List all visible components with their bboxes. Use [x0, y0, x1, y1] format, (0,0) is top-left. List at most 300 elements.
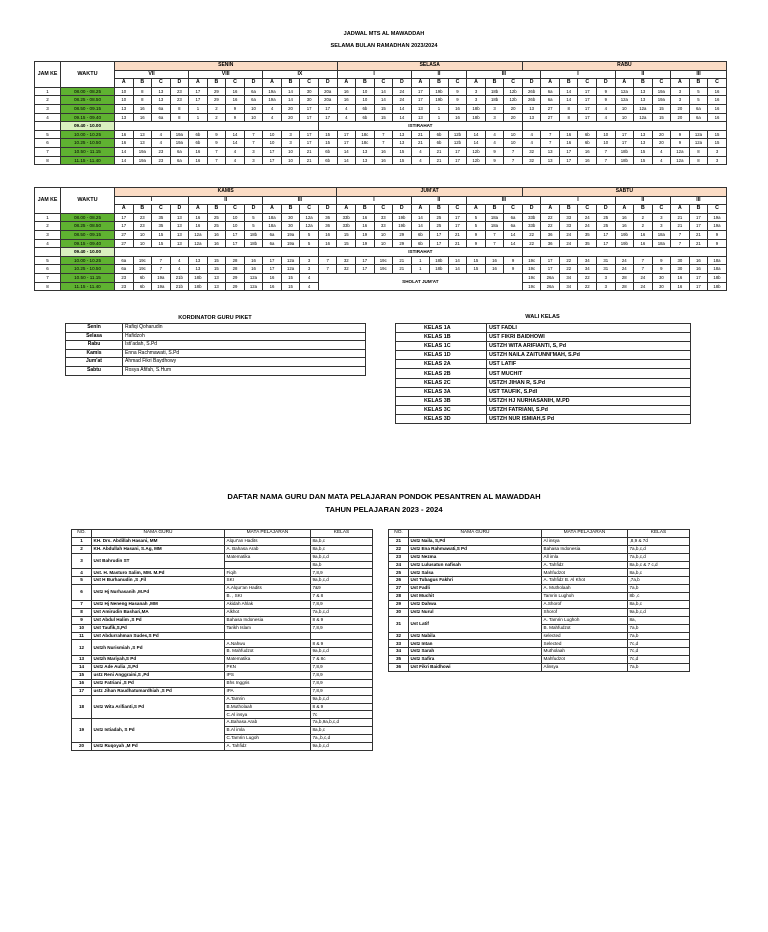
- time-cell: 10.25 - 10.50: [61, 265, 115, 274]
- schedule-cell: 13: [133, 139, 152, 148]
- class-group-header: II: [615, 70, 671, 79]
- wali-kelas: KELAS 3C: [396, 405, 487, 414]
- schedule-title: JADWAL MTS AL MAWADDAH: [343, 31, 425, 37]
- guru-mapel: A.Bahasa Arab: [225, 719, 311, 727]
- schedule-cell: 6a: [170, 156, 189, 165]
- schedule-cell: 16: [244, 265, 263, 274]
- schedule-cell: 17: [448, 156, 467, 165]
- guru-name: Ustzh Mariyah,S Pd: [92, 656, 225, 664]
- schedule-cell: 16: [263, 273, 282, 282]
- schedule-cell: 9: [485, 156, 504, 165]
- schedule-cell: 16: [374, 147, 393, 156]
- schedule-cell: 14: [411, 213, 430, 222]
- schedule-cell: 13: [634, 130, 653, 139]
- schedule-cell: 13: [170, 230, 189, 239]
- schedule-row: [35, 230, 727, 239]
- schedule-cell: 14: [467, 130, 486, 139]
- schedule-cell: 16: [578, 156, 597, 165]
- schedule-cell: 25: [597, 222, 616, 231]
- schedule-cell: 20: [281, 104, 300, 113]
- schedule-cell: 15: [634, 147, 653, 156]
- jam-ke-cell: [35, 122, 61, 131]
- schedule-cell: 4: [337, 113, 356, 122]
- guru-row: [72, 679, 373, 687]
- wali-row: [396, 324, 691, 333]
- guru-row: [72, 585, 373, 593]
- class-letter-header: A: [337, 205, 356, 214]
- schedule-row: [35, 239, 727, 248]
- schedule-cell: 3: [467, 87, 486, 96]
- schedule-cell: 3: [671, 87, 690, 96]
- schedule-cell: 12b: [467, 156, 486, 165]
- guru-row: [389, 561, 690, 569]
- schedule-cell: 9: [226, 113, 245, 122]
- guru-no: 5: [72, 577, 92, 585]
- schedule-cell: 16: [115, 139, 134, 148]
- schedule-cell: 7: [207, 156, 226, 165]
- schedule-cell: 7: [244, 130, 263, 139]
- guru-mapel: Akidah Ahlak: [225, 601, 311, 609]
- guru-kelas: 8a,b,c: [628, 601, 690, 609]
- schedule-cell: 17: [189, 87, 208, 96]
- schedule-cell: 18a: [263, 222, 282, 231]
- guru-kelas: 7&9: [311, 585, 373, 593]
- schedule-cell: 15: [374, 113, 393, 122]
- wali-name: UST LATIF: [487, 360, 691, 369]
- class-letter-header: B: [430, 205, 449, 214]
- class-letter-header: B: [689, 79, 708, 88]
- schedule-cell: 36: [318, 222, 337, 231]
- guru-row: [72, 687, 373, 695]
- schedule-cell: 24: [578, 213, 597, 222]
- schedule-cell: 25: [430, 222, 449, 231]
- schedule-cell: 18b: [708, 282, 727, 291]
- schedule-cell: 14: [226, 139, 245, 148]
- schedule-cell: 16: [708, 87, 727, 96]
- class-letter-header: A: [411, 79, 430, 88]
- schedule-cell: 6b: [318, 147, 337, 156]
- guru-name: Ust H Burhanudin ,S ,Fil: [92, 577, 225, 585]
- schedule-cell: 15: [467, 256, 486, 265]
- schedule-cell: 15: [708, 139, 727, 148]
- piket-name: Ahmad Fikri Baydhowy: [123, 358, 366, 367]
- class-letter-header: A: [671, 205, 690, 214]
- schedule-cell: 7: [597, 147, 616, 156]
- guru-row: [72, 569, 373, 577]
- class-letter-header: C: [708, 79, 727, 88]
- schedule-cell: 18a: [485, 222, 504, 231]
- class-letter-header: C: [152, 79, 171, 88]
- guru-kelas: 7 & 8: [311, 593, 373, 601]
- schedule-cell: 21: [689, 230, 708, 239]
- class-letter-header: D: [318, 79, 337, 88]
- schedule-cell: 17: [615, 130, 634, 139]
- guru-name: Ust Fikri Baidhowi: [409, 664, 542, 672]
- guru-row: [72, 616, 373, 624]
- guru-name: Ust Abdurrahman Sudes,S Pd: [92, 632, 225, 640]
- class-group-header: III: [263, 196, 337, 205]
- schedule-cell: 6a: [263, 239, 282, 248]
- schedule-cell: 20: [652, 130, 671, 139]
- schedule-cell: 18b: [615, 156, 634, 165]
- guru-no: 33: [389, 640, 409, 648]
- schedule-cell: 16: [374, 156, 393, 165]
- schedule-cell: 13: [522, 104, 541, 113]
- schedule-cell: 22: [541, 222, 560, 231]
- class-letter-header: B: [133, 205, 152, 214]
- guru-kelas: 8a,b,c: [311, 727, 373, 735]
- guru-kelas: 7a,b,c,d: [628, 553, 690, 561]
- schedule-cell: 4: [226, 147, 245, 156]
- jam-ke-header: JAM KE: [35, 188, 61, 214]
- guru-kelas: 8 & 9: [311, 640, 373, 648]
- schedule-cell: 17: [115, 222, 134, 231]
- guru-row: [72, 545, 373, 553]
- schedule-cell: 23: [115, 282, 134, 291]
- schedule-cell: 20: [652, 139, 671, 148]
- schedule-cell: 4: [226, 156, 245, 165]
- schedule-cell: 21: [671, 213, 690, 222]
- schedule-cell: 3: [597, 282, 616, 291]
- guru-name: Ustz Sarah: [409, 648, 542, 656]
- schedule-cell: 16: [226, 96, 245, 105]
- schedule-cell: 6b: [411, 239, 430, 248]
- schedule-cell: 9: [708, 239, 727, 248]
- schedule-cell: 16: [708, 113, 727, 122]
- schedule-cell: 17: [597, 239, 616, 248]
- time-cell: 08.00 - 08.25: [61, 213, 115, 222]
- guru-kelas: 7c,d: [628, 640, 690, 648]
- schedule-cell: 3: [671, 96, 690, 105]
- class-group-header: II: [189, 196, 263, 205]
- class-letter-header: A: [263, 79, 282, 88]
- time-cell: 08.50 - 09.15: [61, 104, 115, 113]
- schedule-cell: 4: [485, 130, 504, 139]
- schedule-cell: 19a: [263, 87, 282, 96]
- schedule-cell: 3: [244, 156, 263, 165]
- wali-kelas: KELAS 2B: [396, 369, 487, 378]
- schedule-cell: 10: [356, 96, 375, 105]
- time-cell: 08.25 - 08.50: [61, 96, 115, 105]
- schedule-cell: 4: [170, 265, 189, 274]
- class-group-header: III: [671, 196, 727, 205]
- jam-ke-cell: 7: [35, 147, 61, 156]
- schedule-cell: 10: [244, 104, 263, 113]
- guru-kelas: 7,8,9: [311, 687, 373, 695]
- schedule-cell: 6b: [189, 130, 208, 139]
- schedule-cell: 15: [281, 282, 300, 291]
- schedule-cell: 26a: [541, 282, 560, 291]
- schedule-cell: 7: [152, 265, 171, 274]
- guru-mapel: Matematika: [225, 656, 311, 664]
- schedule-cell: 19a: [152, 273, 171, 282]
- guru-row: [72, 601, 373, 609]
- class-letter-header: D: [393, 205, 412, 214]
- schedule-cell: 7: [374, 139, 393, 148]
- guru-kelas: 8a,b,c & 7 c,d: [628, 561, 690, 569]
- guru-no: 1: [72, 537, 92, 545]
- schedule-cell: 3: [300, 256, 319, 265]
- schedule-cell: 20: [671, 104, 690, 113]
- schedule-cell: 5: [467, 222, 486, 231]
- jam-ke-cell: 5: [35, 256, 61, 265]
- schedule-cell: 19a: [281, 239, 300, 248]
- schedule-cell: 13: [356, 156, 375, 165]
- guru-mapel: Bahasa Indonesia: [542, 545, 628, 553]
- schedule-cell: 21: [300, 156, 319, 165]
- class-letter-header: C: [374, 79, 393, 88]
- schedule-cell: 18a: [708, 265, 727, 274]
- class-group-header: I: [541, 70, 615, 79]
- schedule-cell: 16: [671, 273, 690, 282]
- schedule-cell: 13: [411, 113, 430, 122]
- schedule-cell: 13: [189, 265, 208, 274]
- class-letter-header: B: [281, 79, 300, 88]
- schedule-cell: 6a: [689, 113, 708, 122]
- class-letter-header: D: [597, 79, 616, 88]
- schedule-cell: 17: [189, 96, 208, 105]
- schedule-cell: 14: [504, 239, 523, 248]
- guru-no: 6: [72, 585, 92, 601]
- jam-ke-header: JAM KE: [35, 62, 61, 88]
- class-letter-header: C: [578, 79, 597, 88]
- guru-header-row: [389, 530, 690, 538]
- schedule-cell: 27: [115, 239, 134, 248]
- class-letter-header: A: [189, 205, 208, 214]
- wali-kelas: KELAS 2C: [396, 378, 487, 387]
- schedule-cell: 13: [393, 139, 412, 148]
- schedule-cell: 19c: [522, 282, 541, 291]
- guru-name: Ustz Istiadah, S Pd: [92, 719, 225, 743]
- class-letter-header: A: [615, 79, 634, 88]
- schedule-cell: 12a: [300, 213, 319, 222]
- schedule-cell: 32: [337, 256, 356, 265]
- schedule-cell: 6b: [578, 139, 597, 148]
- schedule-cell: 17: [263, 265, 282, 274]
- schedule-cell: 1: [411, 265, 430, 274]
- guru-no: 15: [72, 672, 92, 680]
- empty-cell: [522, 122, 726, 131]
- schedule-cell: 21: [393, 265, 412, 274]
- class-letter-header: D: [170, 79, 189, 88]
- guru-no: 36: [389, 664, 409, 672]
- time-cell: 08.00 - 08.25: [61, 87, 115, 96]
- schedule-cell: 10: [263, 130, 282, 139]
- schedule-cell: 17: [263, 156, 282, 165]
- no-header: NO.: [389, 530, 409, 538]
- schedule-cell: 17: [541, 256, 560, 265]
- schedule-cell: 13: [634, 96, 653, 105]
- schedule-cell: 7: [374, 130, 393, 139]
- schedule-cell: 14: [115, 147, 134, 156]
- guru-no: 21: [389, 537, 409, 545]
- class-letter-header: B: [689, 205, 708, 214]
- schedule-cell: 10: [226, 222, 245, 231]
- wali-name: USTZH NAILA ZAITUNNI'MAH, S.Pd: [487, 351, 691, 360]
- guru-mapel: C.Al insya: [225, 711, 311, 719]
- guru-mapel: B.Al imla: [225, 727, 311, 735]
- schedule-cell: 3: [708, 156, 727, 165]
- schedule-cell: 26a: [541, 273, 560, 282]
- guru-kelas: 7a,b: [628, 664, 690, 672]
- schedule-cell: 16: [115, 130, 134, 139]
- schedule-cell: 17: [578, 87, 597, 96]
- piket-name: Enna Rachmawati, S.Pd: [123, 349, 366, 358]
- schedule-cell: 10: [374, 239, 393, 248]
- schedule-cell: 13: [356, 147, 375, 156]
- schedule-cell: 18b: [189, 273, 208, 282]
- schedule-cell: 17: [355, 265, 374, 274]
- guru-kelas: 8a,b,c: [311, 537, 373, 545]
- schedule-cell: 4: [652, 147, 671, 156]
- piket-name: Isti'adah, S.Pd: [123, 341, 366, 350]
- schedule-cell: 19c: [374, 265, 393, 274]
- schedule-cell: 19a: [708, 222, 727, 231]
- guru-kelas: 7a,b: [628, 632, 690, 640]
- schedule-cell: 16: [337, 87, 356, 96]
- schedule-row: [35, 113, 727, 122]
- guru-mapel: Alinsya: [542, 664, 628, 672]
- jam-ke-cell: 8: [35, 156, 61, 165]
- class-letter-header: B: [559, 79, 578, 88]
- schedule-cell: 5: [467, 213, 486, 222]
- schedule-cell: 16: [318, 239, 337, 248]
- class-group-header: II: [411, 70, 467, 79]
- schedule-cell: 7: [504, 156, 523, 165]
- schedule-cell: 8: [133, 87, 152, 96]
- guru-kelas: 7a,b,9a,b,c,d: [311, 719, 373, 727]
- day-header: KAMIS: [115, 188, 337, 197]
- schedule-cell: 18b: [430, 265, 449, 274]
- schedule-cell: 14: [281, 87, 300, 96]
- guru-no: 31: [389, 616, 409, 632]
- schedule-cell: 7: [152, 256, 171, 265]
- schedule-cell: 19c: [522, 256, 541, 265]
- schedule-cell: 19b: [615, 239, 634, 248]
- class-letter-header: D: [244, 79, 263, 88]
- guru-name: Ustz Nabila: [409, 632, 542, 640]
- schedule-cell: 16: [207, 239, 226, 248]
- schedule-cell: 3: [281, 139, 300, 148]
- schedule-cell: 1: [430, 104, 449, 113]
- break-time: 09.40 - 10.00: [61, 248, 115, 257]
- wali-row: [396, 333, 691, 342]
- schedule-cell: 19b: [393, 222, 412, 231]
- schedule-cell: 28: [226, 265, 245, 274]
- schedule-cell: 16: [578, 147, 597, 156]
- piket-row: [66, 358, 366, 367]
- schedule-cell: 6a: [152, 113, 171, 122]
- daftar-title: DAFTAR NAMA GURU DAN MATA PELAJARAN PONDOK PESANTREN AL MAWADDAH: [227, 492, 541, 501]
- schedule-subtitle: SELAMA BULAN RAMADHAN 2023/2024: [330, 43, 438, 49]
- class-letter-header: A: [671, 79, 690, 88]
- guru-row: [389, 616, 690, 624]
- guru-header-row: [72, 530, 373, 538]
- schedule-cell: 32: [337, 265, 356, 274]
- schedule-cell: 26b: [522, 96, 541, 105]
- class-letter-header: A: [263, 205, 282, 214]
- jam-ke-cell: 1: [35, 87, 61, 96]
- schedule-cell: 14: [374, 96, 393, 105]
- guru-row: [389, 545, 690, 553]
- schedule-cell: 23: [170, 87, 189, 96]
- class-group-header: III: [467, 70, 541, 79]
- jam-ke-cell: 6: [35, 265, 61, 274]
- schedule-cell: 12b: [448, 139, 467, 148]
- schedule-cell: 30: [652, 282, 671, 291]
- schedule-cell: 7: [485, 239, 504, 248]
- day-header: RABU: [522, 62, 726, 71]
- schedule-cell: 21b: [170, 273, 189, 282]
- nama-header: NAMA GURU: [409, 530, 542, 538]
- wali-row: [396, 396, 691, 405]
- class-group-header: I: [337, 196, 411, 205]
- class-letter-header: C: [652, 79, 671, 88]
- guru-kelas: 9a,b,c,d: [311, 648, 373, 656]
- guru-no: 8: [72, 608, 92, 616]
- schedule-cell: 12a: [244, 273, 263, 282]
- class-letter-header: D: [522, 79, 541, 88]
- schedule-cell: 17: [448, 222, 467, 231]
- schedule-cell: 17: [689, 213, 708, 222]
- schedule-cell: 16: [671, 282, 690, 291]
- schedule-cell: 19a: [170, 130, 189, 139]
- class-letter-header: A: [337, 79, 356, 88]
- schedule-cell: 29: [226, 273, 245, 282]
- piket-row: [66, 349, 366, 358]
- class-letter-header: B: [485, 79, 504, 88]
- schedule-cell: 12a: [244, 282, 263, 291]
- class-group-header: VII: [115, 70, 189, 79]
- guru-no: 27: [389, 585, 409, 593]
- schedule-cell: 7: [597, 156, 616, 165]
- class-letter-header: A: [189, 79, 208, 88]
- guru-no: 35: [389, 656, 409, 664]
- class-letter-header: A: [541, 79, 560, 88]
- schedule-cell: 16: [207, 230, 226, 239]
- jam-ke-cell: 5: [35, 130, 61, 139]
- schedule-cell: 34: [578, 265, 597, 274]
- guru-row: [389, 608, 690, 616]
- schedule-cell: 22: [522, 230, 541, 239]
- guru-row: [72, 624, 373, 632]
- class-letter-header: A: [411, 205, 430, 214]
- guru-no: 2: [72, 545, 92, 553]
- schedule-cell: 17: [430, 239, 449, 248]
- schedule-cell: 35: [152, 213, 171, 222]
- schedule-cell: 36: [541, 230, 560, 239]
- class-group-header: IX: [263, 70, 337, 79]
- schedule-cell: 15: [337, 239, 356, 248]
- schedule-cell: 15: [652, 104, 671, 113]
- class-letter-header: A: [467, 205, 486, 214]
- schedule-cell: 32: [522, 147, 541, 156]
- schedule-cell: 20: [504, 104, 523, 113]
- schedule-cell: 14: [393, 113, 412, 122]
- class-letter-header: D: [522, 205, 541, 214]
- schedule-cell: 34: [578, 256, 597, 265]
- piket-row: [66, 324, 366, 333]
- schedule-cell: 18b: [189, 282, 208, 291]
- wali-row: [396, 387, 691, 396]
- class-letter-header: B: [356, 79, 375, 88]
- schedule-cell: 9: [652, 256, 671, 265]
- piket-day: Jum'at: [66, 358, 123, 367]
- schedule-cell: 17: [115, 213, 134, 222]
- class-letter-header: A: [115, 205, 134, 214]
- guru-mapel: IPS: [225, 672, 311, 680]
- schedule-row: [35, 96, 727, 105]
